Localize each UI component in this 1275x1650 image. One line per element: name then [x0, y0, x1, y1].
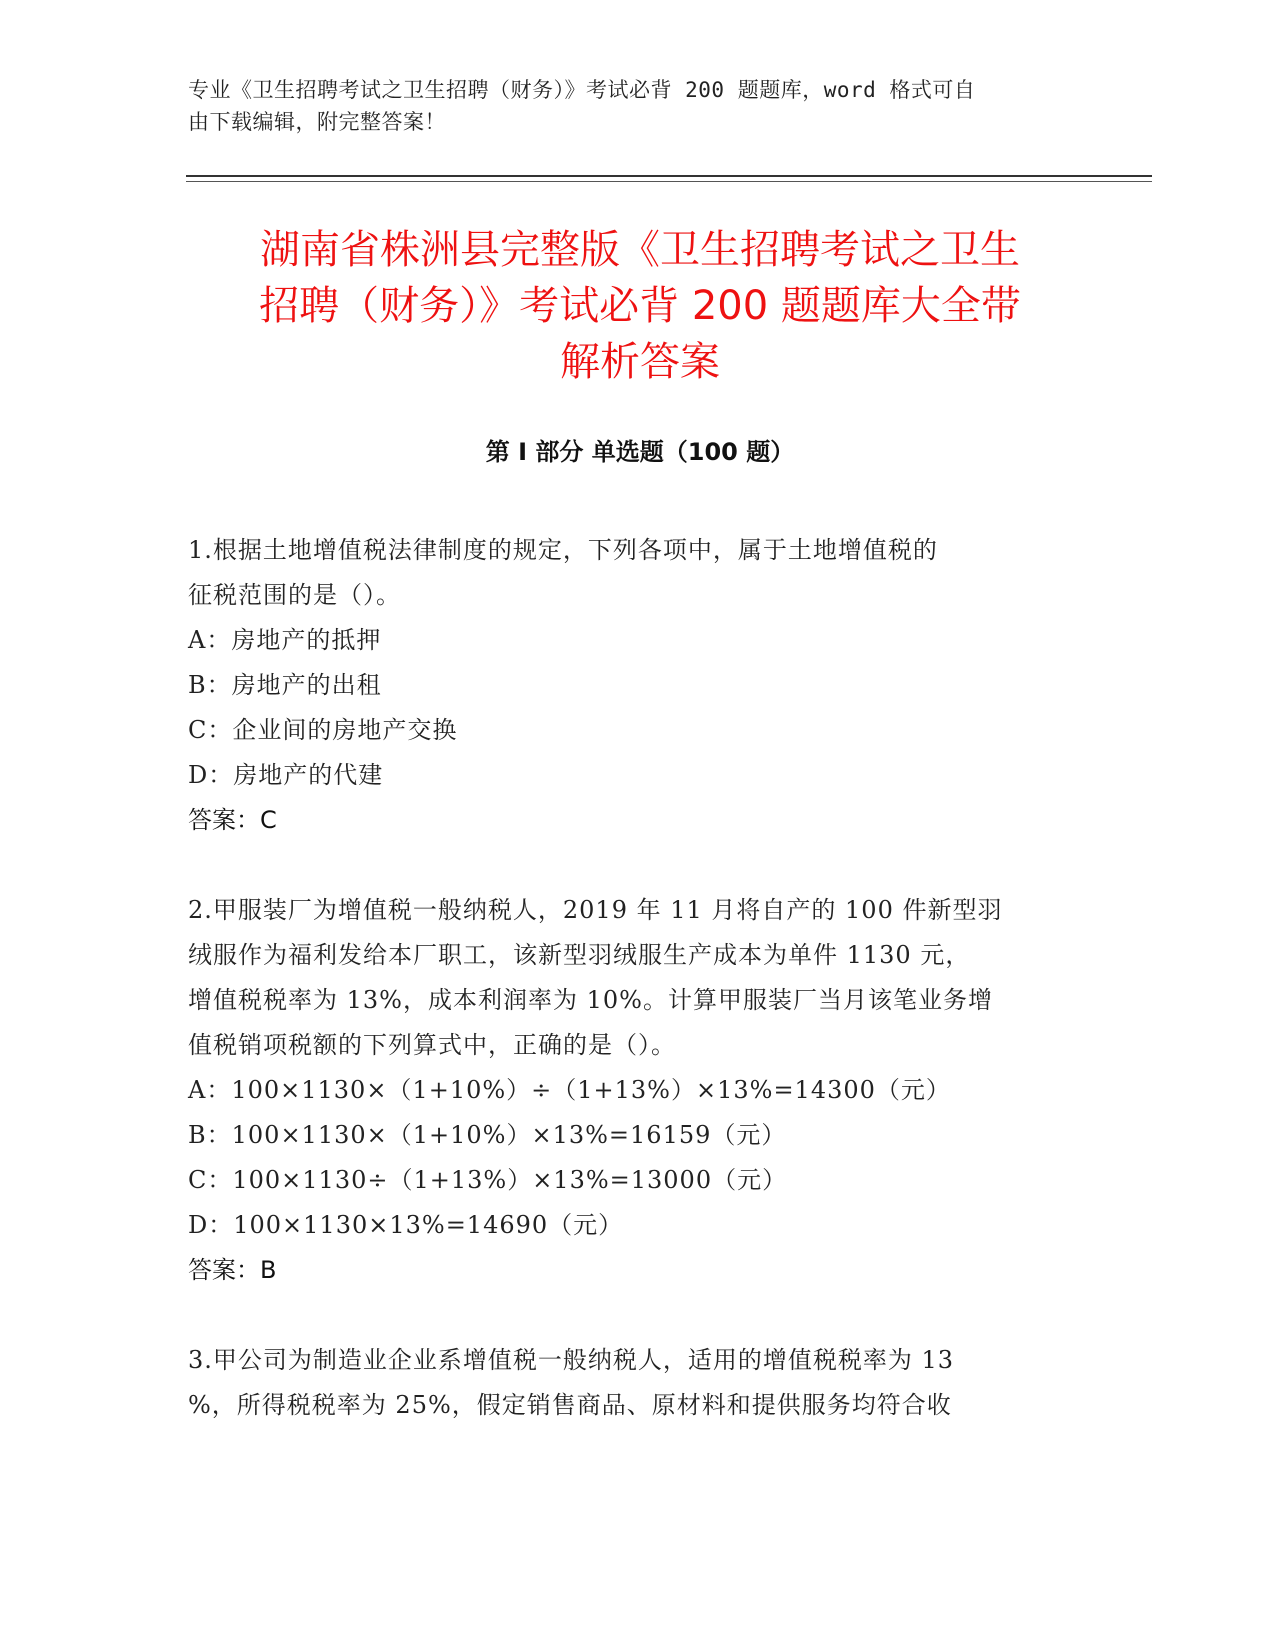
- document-title-line-3: 解析答案: [560, 339, 720, 385]
- option-a: A：100×1130×（1+10%）÷（1+13%）×13%=14300（元）: [188, 1076, 951, 1104]
- question-stem-line: 3.甲公司为制造业企业系增值税一般纳税人，适用的增值税税率为 13: [188, 1346, 955, 1374]
- question-stem-line: 1.根据土地增值税法律制度的规定，下列各项中，属于土地增值税的: [188, 536, 938, 564]
- header-note: [188, 74, 1068, 138]
- option-b: B：100×1130×（1+10%）×13%=16159（元）: [188, 1121, 787, 1149]
- header-divider-thin: [186, 181, 1152, 182]
- header-divider-thick: [186, 175, 1152, 177]
- option-a: A：房地产的抵押: [188, 626, 382, 654]
- question-stem-line: 值税销项税额的下列算式中，正确的是（）。: [188, 1031, 676, 1059]
- option-c: C：企业间的房地产交换: [188, 716, 458, 744]
- option-d: D：100×1130×13%=14690（元）: [188, 1211, 624, 1239]
- option-b: B：房地产的出租: [188, 671, 382, 699]
- document-title-line-2: 招聘（财务）》考试必背 200 题题库大全带: [259, 283, 1021, 329]
- question-2: [188, 888, 1088, 1293]
- question-stem-line: 增值税税率为 13%，成本利润率为 10%。计算甲服装厂当月该笔业务增: [188, 986, 993, 1014]
- answer-line: 答案：B: [188, 1256, 277, 1284]
- option-d: D：房地产的代建: [188, 761, 384, 789]
- answer-line: 答案：C: [188, 806, 277, 834]
- question-stem-line: 绒服作为福利发给本厂职工，该新型羽绒服生产成本为单件 1130 元，: [188, 941, 971, 969]
- header-note-line-2: 由下载编辑，附完整答案！: [188, 110, 446, 134]
- question-3: [188, 1338, 1088, 1428]
- question-stem-line: %，所得税税率为 25%，假定销售商品、原材料和提供服务均符合收: [188, 1391, 952, 1419]
- header-note-line-1: 专业《卫生招聘考试之卫生招聘（财务）》考试必背 200 题题库，word 格式可自: [188, 78, 976, 102]
- document-title-line-1: 湖南省株洲县完整版《卫生招聘考试之卫生: [260, 227, 1020, 273]
- section-heading: 第 I 部分 单选题（100 题）: [485, 438, 795, 466]
- question-1: [188, 528, 1088, 843]
- option-c: C：100×1130÷（1+13%）×13%=13000（元）: [188, 1166, 788, 1194]
- question-stem-line: 征税范围的是（）。: [188, 581, 401, 609]
- document-title: [160, 222, 1120, 390]
- question-stem-line: 2.甲服装厂为增值税一般纳税人，2019 年 11 月将自产的 100 件新型羽: [188, 896, 1003, 924]
